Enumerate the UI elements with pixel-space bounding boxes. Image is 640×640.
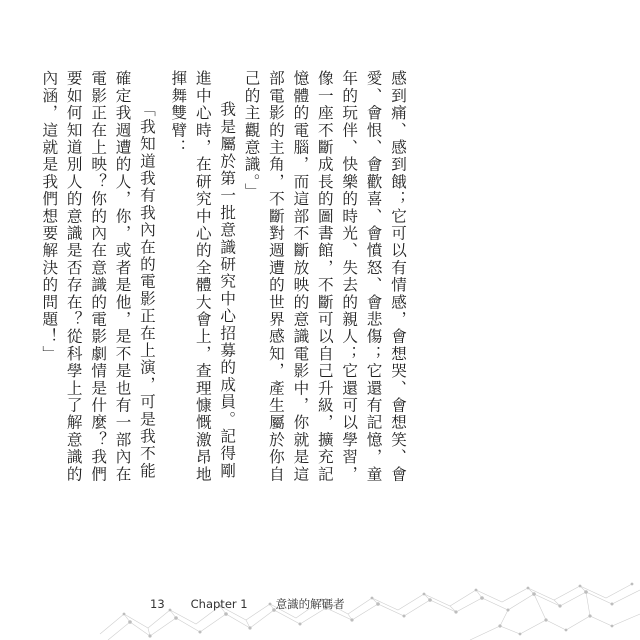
paragraph-2: 我是屬於第一批意識研究中心招募的成員。記得剛進中心時，在研究中心的全體大會上，查理慷慨激昂地揮舞雙臂： bbox=[169, 70, 237, 483]
page-number: 13 bbox=[150, 597, 165, 611]
chapter-label: Chapter 1 bbox=[190, 597, 248, 611]
body-text bbox=[40, 70, 410, 490]
paragraph-3: 「我知道我有我內在的電影正在上演，可是我不能確定我週遭的人，你，或者是他，是不是也有一部內在電影正在上映？你的內在意識的電影劇情是什麼？我們要如何知道別人的意識是否存在？從科學上了解意識的內涵，這就是我們想要解決的問題！」 bbox=[40, 70, 156, 483]
chapter-title: 意識的解碼者 bbox=[275, 597, 345, 611]
page-footer bbox=[150, 596, 345, 612]
paragraph-1: 感到痛、感到餓；它可以有情感，會想哭、會想笑、會愛、會恨、會歡喜、會憤怒、會悲傷；它還有記憶，童年的玩伴、快樂的時光、失去的親人；它還可以學習，像一座不斷成長的圖書館，不斷可以自己升級，擴充記憶體的電腦，而這部不斷放映的意識電影中，你就是這部電影的主角，不斷對週遭的世界感知，產生屬於你自己的主觀意識。」 bbox=[242, 70, 407, 483]
